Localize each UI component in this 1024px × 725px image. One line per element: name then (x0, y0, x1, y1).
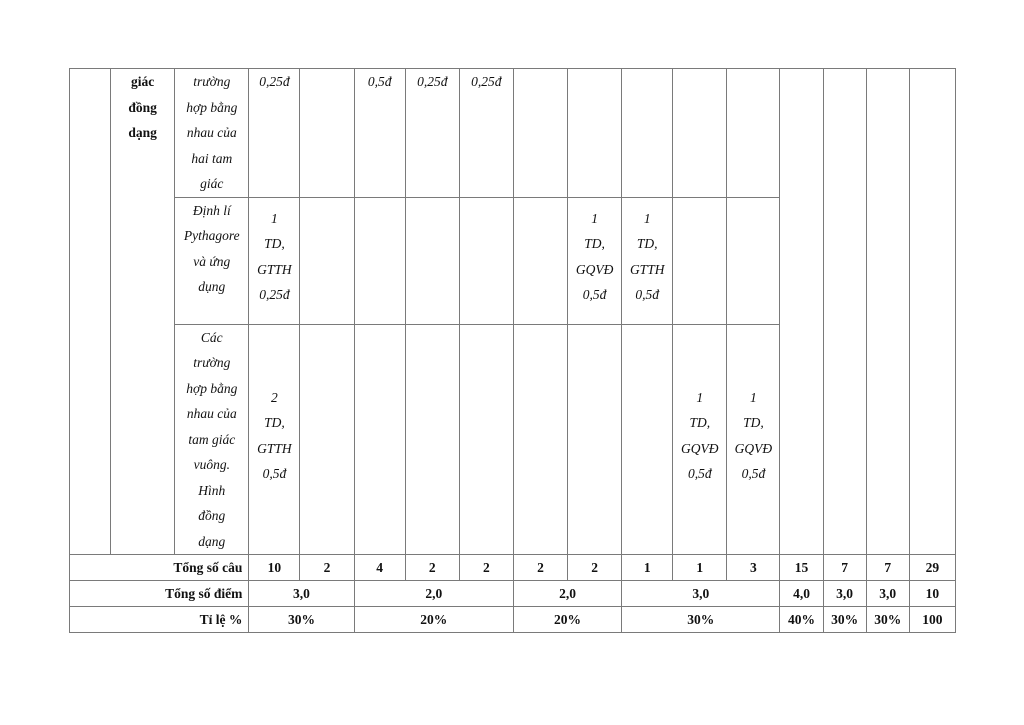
score-cell (727, 69, 780, 198)
score-line: TD, (743, 415, 764, 430)
score-line: 0,5đ (741, 466, 766, 481)
total-cell: 1 (673, 555, 727, 581)
summary-cell (823, 69, 866, 555)
score-line: GQVĐ (734, 440, 773, 456)
total-cell: 3 (727, 555, 780, 581)
total-cell: 10 (249, 555, 300, 581)
score-line: 1 (750, 389, 757, 405)
content-line: tam giác (188, 431, 236, 447)
summary-cell (909, 69, 955, 555)
total-cell: 20% (354, 607, 513, 633)
total-cell: 30% (622, 607, 780, 633)
content-line: Các (200, 329, 223, 345)
total-cell: 4,0 (780, 581, 823, 607)
score-cell (249, 324, 300, 555)
total-cell: 100 (909, 607, 955, 633)
total-points-label: Tổng số điểm (70, 581, 249, 607)
total-cell: 10 (909, 581, 955, 607)
score-line: 0,5đ (687, 466, 712, 481)
score-line: 1 (271, 210, 278, 226)
score-cell (513, 69, 567, 198)
score-line: 0,25đ (259, 287, 290, 302)
matrix-table (69, 68, 956, 633)
summary-cell (866, 69, 909, 555)
score-cell (673, 197, 727, 324)
score-line: GQVĐ (681, 440, 719, 456)
score-cell (568, 324, 622, 555)
score-line: GTTH (257, 261, 292, 277)
score-line: 1 (696, 389, 704, 405)
total-cell: 3,0 (622, 581, 780, 607)
score-cell (405, 324, 459, 555)
score-cell (513, 197, 567, 324)
score-cell (568, 69, 622, 198)
score-cell (727, 324, 780, 555)
score-line: TD, (264, 236, 285, 251)
total-cell: 30% (249, 607, 354, 633)
score-cell (622, 324, 673, 555)
total-cell: 7 (866, 555, 909, 581)
content-cell (175, 197, 249, 324)
ratio-label: Tỉ lệ % (70, 607, 249, 633)
score-line: 0,5đ (582, 287, 607, 302)
total-cell: 2,0 (513, 581, 621, 607)
score-cell (405, 197, 459, 324)
total-cell: 2 (459, 555, 513, 581)
score-cell (354, 324, 405, 555)
score-line: GQVĐ (575, 261, 614, 277)
score-cell (300, 197, 354, 324)
score-line: TD, (689, 415, 711, 430)
score-cell: 0,25đ (249, 69, 300, 198)
score-line: TD, (264, 415, 285, 430)
score-cell (249, 197, 300, 324)
score-cell: 0,5đ (354, 69, 405, 198)
topic-cell (111, 69, 175, 555)
ratio-row (70, 607, 956, 633)
content-line: trường (193, 355, 231, 370)
score-line: 1 (643, 210, 651, 226)
total-points-row (70, 581, 956, 607)
total-cell: 30% (866, 607, 909, 633)
score-cell (354, 197, 405, 324)
total-cell: 3,0 (249, 581, 354, 607)
score-cell (459, 324, 513, 555)
total-cell: 3,0 (823, 581, 866, 607)
table-row (70, 69, 956, 198)
chapter-cell (70, 69, 111, 555)
total-cell: 2 (300, 555, 354, 581)
total-questions-label: Tổng số câu (70, 555, 249, 581)
score-line: 2 (271, 389, 278, 405)
topic-line: giác (131, 74, 155, 89)
score-cell (673, 324, 727, 555)
score-line: 1 (591, 210, 598, 226)
content-cell (175, 324, 249, 555)
content-line: dụng (198, 279, 226, 294)
content-line: Hình (198, 482, 226, 498)
score-cell: 0,25đ (459, 69, 513, 198)
score-line: TD, (636, 236, 658, 251)
score-cell (727, 197, 780, 324)
content-line: đồng (198, 508, 226, 523)
total-cell: 15 (780, 555, 823, 581)
content-line: hợp bằng (186, 99, 238, 115)
score-cell (568, 197, 622, 324)
total-cell: 4 (354, 555, 405, 581)
content-line: giác (200, 176, 224, 191)
score-cell (622, 69, 673, 198)
summary-cell (780, 69, 823, 555)
total-cell: 20% (513, 607, 621, 633)
total-cell: 40% (780, 607, 823, 633)
topic-line: đồng (128, 99, 157, 115)
score-cell (459, 197, 513, 324)
total-questions-row (70, 555, 956, 581)
topic-line: dạng (128, 125, 157, 140)
total-cell: 1 (622, 555, 673, 581)
score-cell (513, 324, 567, 555)
total-cell: 2 (568, 555, 622, 581)
total-cell: 30% (823, 607, 866, 633)
total-cell: 7 (823, 555, 866, 581)
content-line: hợp bằng (186, 380, 238, 396)
content-line: vuông. (193, 457, 230, 472)
score-cell (300, 69, 354, 198)
score-line: 0,5đ (262, 466, 287, 481)
total-cell: 29 (909, 555, 955, 581)
score-line: GTTH (629, 261, 665, 277)
score-line: GTTH (257, 440, 292, 456)
score-cell (622, 197, 673, 324)
score-cell (673, 69, 727, 198)
score-line: 0,5đ (635, 287, 659, 302)
score-cell: 0,25đ (405, 69, 459, 198)
total-cell: 3,0 (866, 581, 909, 607)
content-line: dạng (198, 533, 226, 549)
content-line: nhau của (186, 125, 237, 140)
total-cell: 2 (513, 555, 567, 581)
content-line: Định lí (192, 202, 231, 218)
score-cell (300, 324, 354, 555)
content-line: và ứng (193, 253, 231, 269)
content-cell (175, 69, 249, 198)
content-line: hai tam (191, 150, 233, 166)
content-line: Pythagore (183, 228, 240, 243)
total-cell: 2 (405, 555, 459, 581)
content-line: nhau của (186, 406, 237, 421)
score-line: TD, (584, 236, 605, 251)
content-line: trường (193, 74, 231, 89)
total-cell: 2,0 (354, 581, 513, 607)
